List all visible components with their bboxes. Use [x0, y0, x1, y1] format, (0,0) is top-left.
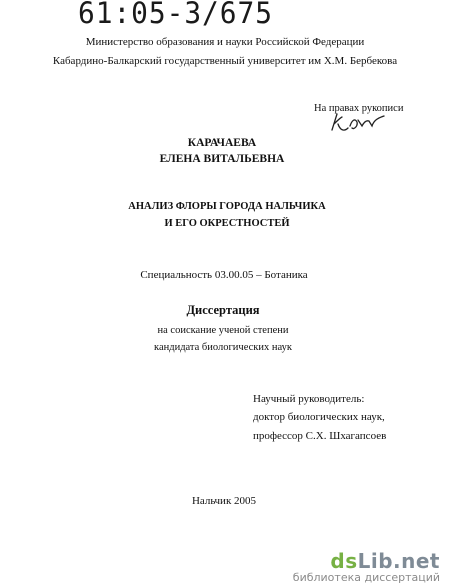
- supervisor-degree: доктор биологических наук,: [253, 411, 385, 423]
- watermark-logo-part2: Lib.net: [357, 549, 440, 573]
- place-year: Нальчик 2005: [191, 495, 257, 507]
- supervisor-label: Научный руководитель:: [253, 393, 365, 405]
- watermark-logo[interactable]: [293, 549, 440, 573]
- specialty-line: Специальность 03.00.05 – Ботаника: [140, 269, 308, 281]
- university-line: Кабардино-Балкарский государственный университет им Х.М. Бербекова: [52, 55, 398, 67]
- watermark[interactable]: [293, 549, 440, 584]
- author-surname: КАРАЧАЕВА: [187, 137, 257, 149]
- thesis-title-line-1: АНАЛИЗ ФЛОРЫ ГОРОДА НАЛЬЧИКА: [128, 201, 326, 212]
- thesis-title-line-2: И ЕГО ОКРЕСТНОСТЕЙ: [164, 218, 290, 229]
- author-given-names: ЕЛЕНА ВИТАЛЬЕВНА: [159, 153, 285, 165]
- degree-line-1: на соискание ученой степени: [157, 325, 289, 336]
- watermark-subtitle: библиотека диссертаций: [292, 571, 440, 584]
- degree-line-2: кандидата биологических наук: [154, 342, 292, 353]
- handwritten-signature: [328, 108, 388, 140]
- ministry-line: Министерство образования и науки Российской Федерации: [85, 36, 365, 48]
- document-type: Диссертация: [186, 303, 260, 317]
- watermark-logo-part1: ds: [330, 549, 358, 573]
- handwritten-catalog-code: 61:05-3/675: [78, 0, 273, 30]
- supervisor-name: профессор С.Х. Шхагапсоев: [253, 430, 387, 442]
- rights-note: На правах рукописи: [314, 103, 404, 114]
